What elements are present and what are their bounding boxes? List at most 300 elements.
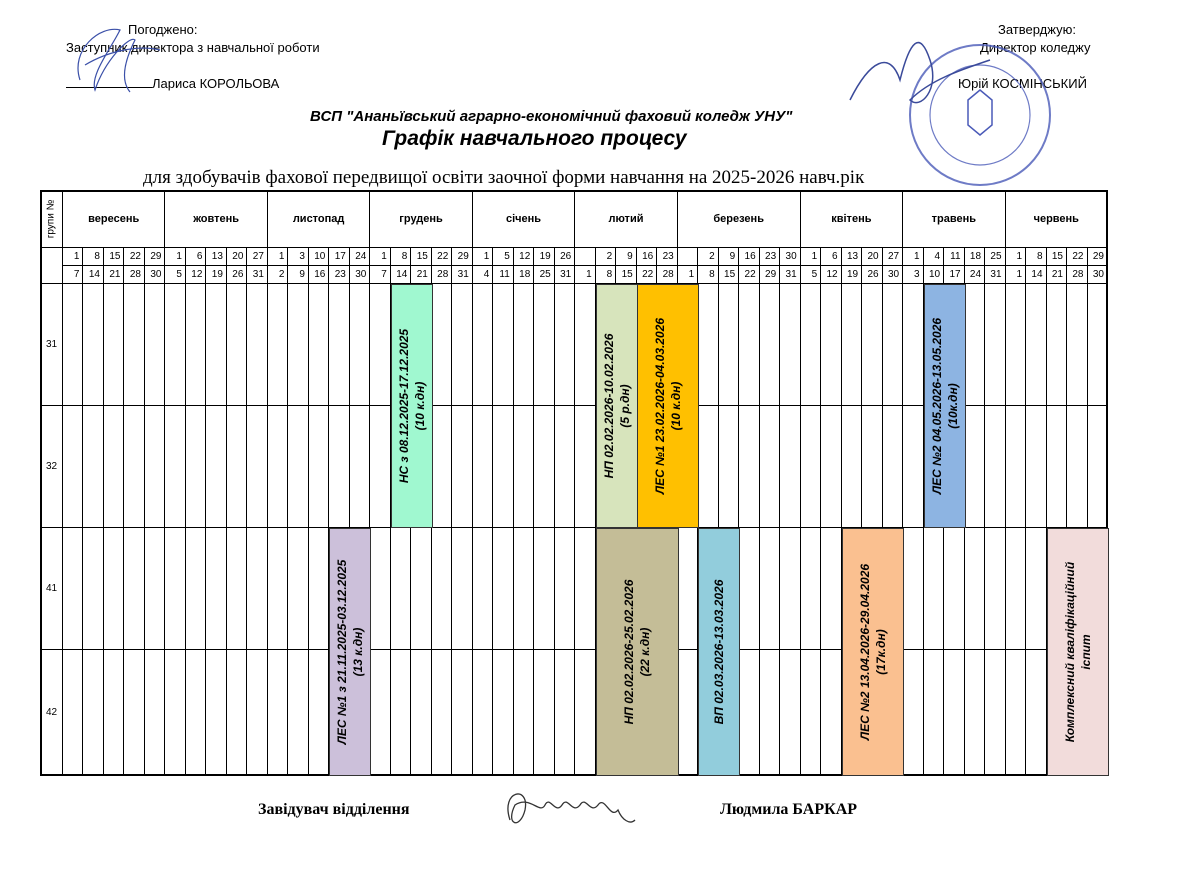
schedule-cell <box>780 650 800 776</box>
week-start-date: 13 <box>842 248 862 266</box>
week-end-date: 5 <box>165 266 185 284</box>
week-end-date: 22 <box>739 266 759 284</box>
week-start-date: 9 <box>719 248 739 266</box>
schedule-cell <box>1026 528 1046 650</box>
week-end-date: 31 <box>247 266 267 284</box>
schedule-cell <box>903 406 923 528</box>
month-header: травень <box>903 190 1005 248</box>
schedule-cell <box>63 650 83 776</box>
schedule-period-block <box>842 528 904 776</box>
schedule-cell <box>83 406 103 528</box>
week-start-date: 29 <box>1088 248 1108 266</box>
week-start-date: 27 <box>247 248 267 266</box>
schedule-cell <box>1067 406 1087 528</box>
schedule-cell <box>227 284 247 406</box>
week-end-date: 4 <box>473 266 493 284</box>
schedule-cell <box>1047 284 1067 406</box>
week-end-date: 14 <box>391 266 411 284</box>
period-duration: (13 к.дн) <box>351 627 366 677</box>
group-header-label: групи № <box>45 199 57 238</box>
schedule-cell <box>124 406 144 528</box>
schedule-cell <box>514 284 534 406</box>
period-label <box>334 560 366 745</box>
week-start-date: 4 <box>924 248 944 266</box>
month-header: лютий <box>575 190 677 248</box>
schedule-cell <box>104 406 124 528</box>
group-number: 41 <box>45 583 58 594</box>
schedule-cell <box>1047 406 1067 528</box>
schedule-cell <box>309 406 329 528</box>
schedule-cell <box>411 528 431 650</box>
week-end-date: 31 <box>452 266 472 284</box>
schedule-cell <box>247 406 267 528</box>
week-end-date: 14 <box>83 266 103 284</box>
schedule-cell <box>903 284 923 406</box>
schedule-cell <box>514 650 534 776</box>
schedule-cell <box>1026 284 1046 406</box>
month-header: березень <box>678 190 801 248</box>
schedule-cell <box>801 650 821 776</box>
schedule-cell <box>760 284 780 406</box>
schedule-cell <box>329 406 349 528</box>
week-start-date: 8 <box>1026 248 1046 266</box>
approval-left-label: Погоджено: <box>128 22 198 37</box>
schedule-cell <box>842 284 862 406</box>
schedule-cell <box>329 284 349 406</box>
schedule-cell <box>350 406 370 528</box>
period-dates: ЛЕС №2 13.04.2026-29.04.2026 <box>857 563 872 741</box>
schedule-cell <box>268 284 288 406</box>
schedule-cell <box>104 650 124 776</box>
schedule-cell <box>985 406 1005 528</box>
schedule-cell <box>452 406 472 528</box>
schedule-cell <box>760 650 780 776</box>
week-end-date: 25 <box>534 266 554 284</box>
week-start-date: 23 <box>657 248 677 266</box>
schedule-cell <box>186 528 206 650</box>
schedule-cell <box>575 284 595 406</box>
week-start-date: 8 <box>391 248 411 266</box>
schedule-cell <box>493 284 513 406</box>
schedule-cell <box>780 528 800 650</box>
period-dates: ЛЕС №1 23.02.2026-04.03.2026 <box>652 317 667 495</box>
schedule-period-block <box>698 528 740 776</box>
week-start-date: 26 <box>555 248 575 266</box>
institution-name: ВСП "Ананьївський аграрно-економічний фаховий коледж УНУ" <box>310 108 793 125</box>
week-start-date <box>678 248 698 266</box>
period-label <box>621 580 653 725</box>
week-start-date: 22 <box>1067 248 1087 266</box>
group-number: 31 <box>45 339 58 350</box>
week-start-date: 1 <box>268 248 288 266</box>
schedule-cell <box>145 406 165 528</box>
schedule-period-block <box>329 528 371 776</box>
period-dates: НП 02.02.2026-10.02.2026 <box>601 333 616 479</box>
schedule-cell <box>883 284 903 406</box>
week-end-date: 15 <box>719 266 739 284</box>
week-end-date: 1 <box>575 266 595 284</box>
month-header: грудень <box>370 190 472 248</box>
period-label <box>652 318 684 494</box>
schedule-cell <box>944 650 964 776</box>
week-end-date: 3 <box>903 266 923 284</box>
week-end-date: 12 <box>821 266 841 284</box>
week-end-date: 28 <box>124 266 144 284</box>
group-number: 42 <box>45 707 58 718</box>
schedule-cell <box>1067 284 1087 406</box>
schedule-period-block <box>1047 528 1109 776</box>
schedule-cell <box>1006 650 1026 776</box>
schedule-cell <box>63 284 83 406</box>
week-start-date: 25 <box>985 248 1005 266</box>
week-end-date: 26 <box>862 266 882 284</box>
week-start-date: 18 <box>965 248 985 266</box>
period-duration: (10 к.дн) <box>668 381 683 431</box>
schedule-cell <box>719 284 739 406</box>
week-start-date: 20 <box>227 248 247 266</box>
week-start-date: 13 <box>206 248 226 266</box>
schedule-cell <box>309 528 329 650</box>
period-duration: іспит <box>1078 634 1093 670</box>
schedule-cell <box>739 284 759 406</box>
page-subtitle: для здобувачів фахової передвищої освіти заочної форми навчання на 2025-2026 навч.рік <box>143 167 865 188</box>
schedule-cell <box>1026 406 1046 528</box>
period-label <box>711 580 727 725</box>
week-end-date: 10 <box>924 266 944 284</box>
footer-name: Людмила БАРКАР <box>720 801 858 818</box>
period-duration: (10к.дн) <box>945 383 960 429</box>
week-end-date: 19 <box>206 266 226 284</box>
schedule-cell <box>985 284 1005 406</box>
schedule-cell <box>432 650 452 776</box>
week-start-date: 2 <box>596 248 616 266</box>
schedule-period-block <box>391 284 433 528</box>
week-end-date: 8 <box>596 266 616 284</box>
schedule-cell <box>411 650 431 776</box>
schedule-cell <box>965 406 985 528</box>
schedule-cell <box>1006 406 1026 528</box>
period-label <box>601 334 633 479</box>
schedule-period-block <box>596 284 638 528</box>
schedule-cell <box>63 406 83 528</box>
week-end-date: 21 <box>104 266 124 284</box>
approval-right-name: Юрій КОСМІНСЬКИЙ <box>958 76 1087 91</box>
official-stamp <box>840 20 1070 190</box>
week-start-date: 6 <box>821 248 841 266</box>
schedule-cell <box>534 650 554 776</box>
schedule-period-block <box>924 284 966 528</box>
schedule-cell <box>452 284 472 406</box>
schedule-cell <box>268 528 288 650</box>
schedule-cell <box>493 528 513 650</box>
week-start-date: 10 <box>309 248 329 266</box>
period-label <box>857 564 889 740</box>
week-start-date: 6 <box>186 248 206 266</box>
schedule-cell <box>206 406 226 528</box>
schedule-cell <box>1088 284 1108 406</box>
month-header: жовтень <box>165 190 267 248</box>
week-start-date: 1 <box>165 248 185 266</box>
schedule-cell <box>145 650 165 776</box>
week-start-date: 9 <box>616 248 636 266</box>
schedule-cell <box>780 406 800 528</box>
schedule-cell <box>370 406 390 528</box>
week-end-date: 23 <box>329 266 349 284</box>
schedule-period-block <box>596 528 679 776</box>
schedule-cell <box>247 650 267 776</box>
schedule-cell <box>1006 284 1026 406</box>
period-dates: ЛЕС №1 з 21.11.2025-03.12.2025 <box>335 559 350 745</box>
schedule-cell <box>514 406 534 528</box>
week-start-date: 22 <box>432 248 452 266</box>
schedule-cell <box>924 650 944 776</box>
week-end-date: 12 <box>186 266 206 284</box>
schedule-cell <box>145 284 165 406</box>
schedule-cell <box>268 650 288 776</box>
schedule-cell <box>575 650 595 776</box>
schedule-cell <box>739 406 759 528</box>
week-start-date: 23 <box>760 248 780 266</box>
schedule-cell <box>391 650 411 776</box>
week-end-date: 7 <box>63 266 83 284</box>
schedule-cell <box>288 650 308 776</box>
schedule-cell <box>555 284 575 406</box>
week-start-date: 5 <box>493 248 513 266</box>
schedule-cell <box>944 528 964 650</box>
week-end-date: 21 <box>411 266 431 284</box>
schedule-cell <box>165 650 185 776</box>
week-end-date: 7 <box>370 266 390 284</box>
schedule-cell <box>678 650 698 776</box>
schedule-cell <box>473 284 493 406</box>
schedule-cell <box>862 284 882 406</box>
schedule-cell <box>370 650 390 776</box>
week-start-date: 30 <box>780 248 800 266</box>
schedule-cell <box>555 528 575 650</box>
schedule-cell <box>575 406 595 528</box>
week-end-date: 14 <box>1026 266 1046 284</box>
schedule-cell <box>473 406 493 528</box>
week-end-date: 30 <box>145 266 165 284</box>
schedule-cell <box>165 284 185 406</box>
week-end-date: 8 <box>698 266 718 284</box>
period-label <box>396 329 428 483</box>
week-end-date: 18 <box>514 266 534 284</box>
group-header-blank <box>40 248 63 284</box>
period-dates: НС з 08.12.2025-17.12.2025 <box>396 328 411 484</box>
schedule-cell <box>924 528 944 650</box>
schedule-cell <box>965 284 985 406</box>
schedule-cell <box>206 284 226 406</box>
approval-right-position: Директор коледжу <box>980 40 1091 55</box>
schedule-cell <box>186 406 206 528</box>
month-header: січень <box>473 190 575 248</box>
week-start-date: 1 <box>473 248 493 266</box>
schedule-cell <box>288 528 308 650</box>
schedule-cell <box>514 528 534 650</box>
week-end-date: 26 <box>227 266 247 284</box>
period-dates: Комплексний кваліфікаційний <box>1062 561 1077 743</box>
week-end-date: 2 <box>268 266 288 284</box>
week-end-date: 9 <box>288 266 308 284</box>
signature-left <box>60 20 170 100</box>
schedule-cell <box>739 650 759 776</box>
week-start-date: 27 <box>883 248 903 266</box>
week-end-date: 31 <box>780 266 800 284</box>
schedule-cell <box>965 650 985 776</box>
schedule-cell <box>247 528 267 650</box>
schedule-cell <box>186 650 206 776</box>
schedule-cell <box>985 528 1005 650</box>
schedule-cell <box>206 650 226 776</box>
schedule-cell <box>965 528 985 650</box>
week-start-date: 16 <box>637 248 657 266</box>
schedule-cell <box>309 284 329 406</box>
week-end-date: 5 <box>801 266 821 284</box>
schedule-cell <box>288 406 308 528</box>
week-start-date: 3 <box>288 248 308 266</box>
schedule-cell <box>883 406 903 528</box>
week-end-date: 28 <box>1067 266 1087 284</box>
page-title: Графік навчального процесу <box>382 127 687 150</box>
week-end-date: 19 <box>842 266 862 284</box>
week-start-date: 29 <box>452 248 472 266</box>
schedule-cell <box>165 406 185 528</box>
group-header-cell <box>40 190 63 248</box>
month-header: вересень <box>63 190 165 248</box>
schedule-cell <box>493 406 513 528</box>
period-dates: ВП 02.03.2026-13.03.2026 <box>712 579 727 725</box>
week-start-date: 19 <box>534 248 554 266</box>
schedule-cell <box>227 406 247 528</box>
schedule-cell <box>534 406 554 528</box>
week-end-date: 11 <box>493 266 513 284</box>
schedule-cell <box>575 528 595 650</box>
schedule-cell <box>801 406 821 528</box>
week-start-date: 11 <box>944 248 964 266</box>
schedule-cell <box>985 650 1005 776</box>
schedule-cell <box>780 284 800 406</box>
schedule-cell <box>760 406 780 528</box>
signature-footer <box>490 780 650 840</box>
schedule-cell <box>227 650 247 776</box>
schedule-cell <box>473 528 493 650</box>
period-label <box>1062 562 1094 742</box>
week-start-date: 22 <box>124 248 144 266</box>
week-start-date: 1 <box>903 248 923 266</box>
week-end-date: 15 <box>616 266 636 284</box>
schedule-cell <box>555 650 575 776</box>
week-end-date: 22 <box>637 266 657 284</box>
schedule-cell <box>801 284 821 406</box>
week-end-date: 28 <box>432 266 452 284</box>
schedule-cell <box>760 528 780 650</box>
schedule-cell <box>473 650 493 776</box>
month-header: листопад <box>268 190 370 248</box>
week-end-date: 17 <box>944 266 964 284</box>
schedule-cell <box>903 650 923 776</box>
schedule-cell <box>698 284 718 406</box>
schedule-cell <box>63 528 83 650</box>
schedule-cell <box>268 406 288 528</box>
schedule-cell <box>227 528 247 650</box>
week-end-date: 31 <box>985 266 1005 284</box>
schedule-cell <box>821 650 841 776</box>
week-start-date: 2 <box>698 248 718 266</box>
week-end-date: 28 <box>657 266 677 284</box>
schedule-cell <box>83 650 103 776</box>
week-start-date: 24 <box>350 248 370 266</box>
schedule-cell <box>719 406 739 528</box>
week-start-date: 1 <box>801 248 821 266</box>
schedule-cell <box>350 284 370 406</box>
schedule-cell <box>83 284 103 406</box>
schedule-cell <box>821 284 841 406</box>
week-end-date: 1 <box>1006 266 1026 284</box>
schedule-cell <box>534 284 554 406</box>
schedule-cell <box>493 650 513 776</box>
schedule-cell <box>903 528 923 650</box>
schedule-cell <box>124 650 144 776</box>
week-start-date: 20 <box>862 248 882 266</box>
week-end-date: 30 <box>883 266 903 284</box>
schedule-cell <box>247 284 267 406</box>
week-start-date <box>575 248 595 266</box>
schedule-cell <box>698 406 718 528</box>
schedule-cell <box>370 528 390 650</box>
schedule-cell <box>309 650 329 776</box>
period-duration: (10 к.дн) <box>412 381 427 431</box>
week-end-date: 30 <box>350 266 370 284</box>
week-end-date: 1 <box>678 266 698 284</box>
week-end-date: 21 <box>1047 266 1067 284</box>
approval-right-label: Затверджую: <box>998 22 1076 37</box>
schedule-cell <box>145 528 165 650</box>
schedule-cell <box>432 528 452 650</box>
schedule-cell <box>452 528 472 650</box>
approval-left-name: Лариса КОРОЛЬОВА <box>152 76 280 91</box>
week-start-date: 29 <box>145 248 165 266</box>
week-start-date: 17 <box>329 248 349 266</box>
schedule-cell <box>432 284 452 406</box>
schedule-cell <box>842 406 862 528</box>
week-start-date: 16 <box>739 248 759 266</box>
period-duration: (5 р.дн) <box>617 384 632 428</box>
schedule-cell <box>391 528 411 650</box>
period-dates: НП 02.02.2026-25.02.2026 <box>622 579 637 725</box>
schedule-cell <box>206 528 226 650</box>
schedule-cell <box>821 406 841 528</box>
week-end-date: 31 <box>555 266 575 284</box>
schedule-cell <box>165 528 185 650</box>
week-start-date: 15 <box>1047 248 1067 266</box>
schedule-cell <box>104 528 124 650</box>
period-duration: (17к.дн) <box>873 629 888 675</box>
schedule-cell <box>801 528 821 650</box>
schedule-cell <box>1006 528 1026 650</box>
schedule-cell <box>452 650 472 776</box>
group-number: 32 <box>45 461 58 472</box>
schedule-cell <box>370 284 390 406</box>
week-start-date: 8 <box>83 248 103 266</box>
month-header: червень <box>1006 190 1108 248</box>
week-start-date: 15 <box>104 248 124 266</box>
approval-left-position: Заступник директора з навчальної роботи <box>66 40 320 55</box>
schedule-cell <box>862 406 882 528</box>
period-label <box>929 318 961 494</box>
week-start-date: 1 <box>1006 248 1026 266</box>
week-start-date: 15 <box>411 248 431 266</box>
